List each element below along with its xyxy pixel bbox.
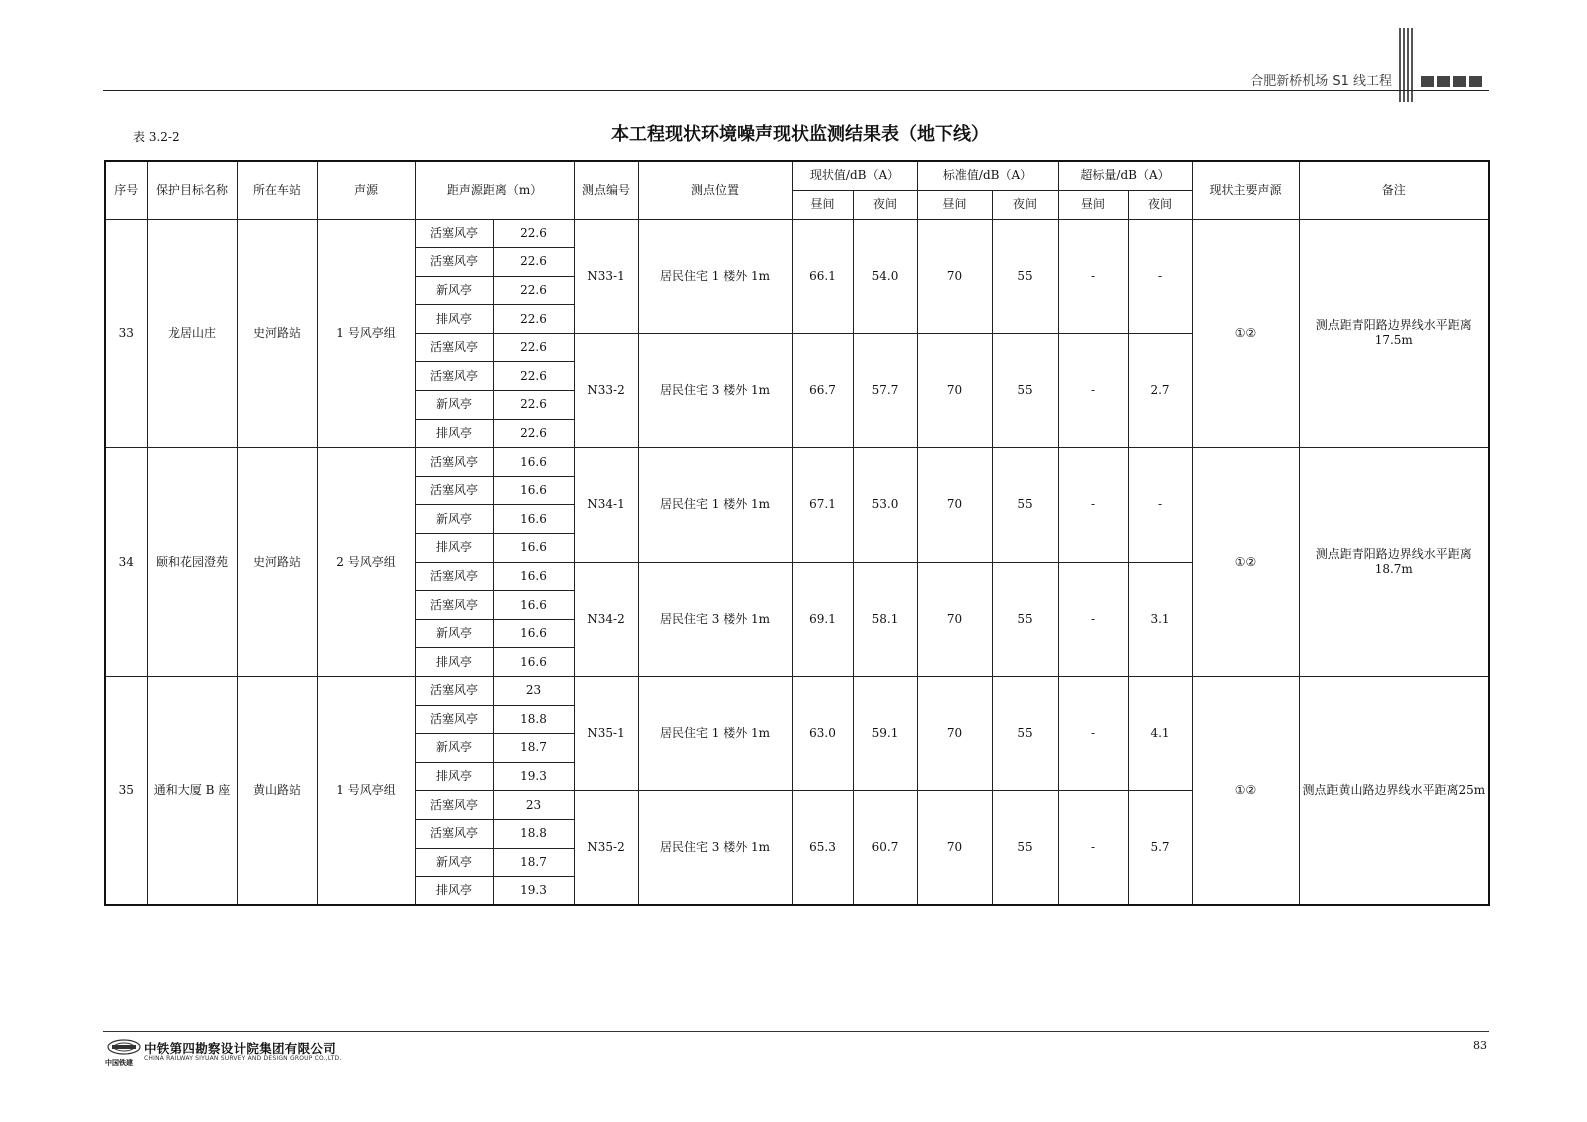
table-row	[105, 677, 1489, 706]
distance-cell: 22.6	[493, 333, 574, 362]
distance-cell: 16.6	[493, 591, 574, 620]
source-cell: 1 号风亭组	[317, 219, 415, 448]
source-name-cell: 活塞风亭	[415, 448, 493, 477]
exceed-night-cell: -	[1128, 448, 1192, 562]
point-id-cell: N33-1	[574, 219, 638, 333]
source-name-cell: 活塞风亭	[415, 819, 493, 848]
col-seq-header: 序号	[105, 161, 147, 219]
source-name-cell: 排风亭	[415, 534, 493, 563]
point-location-cell: 居民住宅 3 楼外 1m	[638, 333, 792, 447]
exceed-day-cell: -	[1058, 448, 1128, 562]
distance-cell: 16.6	[493, 505, 574, 534]
main-source-cell: ①②	[1192, 448, 1299, 677]
distance-cell: 16.6	[493, 448, 574, 477]
point-id-cell: N33-2	[574, 333, 638, 447]
standard-night-cell: 55	[992, 219, 1058, 333]
exceed-night-cell: 4.1	[1128, 677, 1192, 791]
distance-cell: 16.6	[493, 648, 574, 677]
table-number: 表 3.2-2	[133, 130, 180, 144]
company-name-cn: 中铁第四勘察设计院集团有限公司	[144, 1041, 337, 1056]
point-id-cell: N35-2	[574, 791, 638, 905]
source-name-cell: 活塞风亭	[415, 333, 493, 362]
standard-night-header: 夜间	[992, 190, 1058, 219]
distance-cell: 23	[493, 677, 574, 706]
exceed-night-header: 夜间	[1128, 190, 1192, 219]
seq-cell: 33	[105, 219, 147, 448]
current-day-cell: 66.7	[792, 333, 853, 447]
standard-night-cell: 55	[992, 677, 1058, 791]
current-day-cell: 69.1	[792, 562, 853, 676]
distance-cell: 18.7	[493, 734, 574, 763]
exceed-night-cell: 2.7	[1128, 333, 1192, 447]
point-id-cell: N34-2	[574, 562, 638, 676]
current-night-cell: 53.0	[853, 448, 917, 562]
source-name-cell: 活塞风亭	[415, 791, 493, 820]
distance-cell: 16.6	[493, 534, 574, 563]
source-name-cell: 活塞风亭	[415, 562, 493, 591]
exceed-day-cell: -	[1058, 677, 1128, 791]
col-standard-header: 标准值/dB（A）	[917, 161, 1058, 190]
main-source-cell: ①②	[1192, 219, 1299, 448]
source-name-cell: 排风亭	[415, 762, 493, 791]
main-source-cell: ①②	[1192, 677, 1299, 906]
point-location-cell: 居民住宅 3 楼外 1m	[638, 791, 792, 905]
point-location-cell: 居民住宅 3 楼外 1m	[638, 562, 792, 676]
distance-cell: 19.3	[493, 762, 574, 791]
distance-cell: 22.6	[493, 362, 574, 391]
col-source-header: 声源	[317, 161, 415, 219]
current-night-cell: 58.1	[853, 562, 917, 676]
station-cell: 史河路站	[237, 448, 317, 677]
source-name-cell: 新风亭	[415, 391, 493, 420]
standard-night-cell: 55	[992, 791, 1058, 905]
target-cell: 龙居山庄	[147, 219, 237, 448]
col-current-header: 现状值/dB（A）	[792, 161, 917, 190]
header-divider	[103, 90, 1489, 91]
source-name-cell: 新风亭	[415, 505, 493, 534]
source-name-cell: 活塞风亭	[415, 476, 493, 505]
current-night-cell: 57.7	[853, 333, 917, 447]
company-name-en: CHINA RAILWAY SIYUAN SURVEY AND DESIGN GROUP CO.,LTD.	[144, 1055, 342, 1062]
distance-cell: 22.6	[493, 305, 574, 334]
distance-cell: 22.6	[493, 276, 574, 305]
source-name-cell: 活塞风亭	[415, 248, 493, 277]
exceed-day-cell: -	[1058, 562, 1128, 676]
current-night-cell: 60.7	[853, 791, 917, 905]
point-id-cell: N35-1	[574, 677, 638, 791]
distance-cell: 22.6	[493, 391, 574, 420]
distance-cell: 23	[493, 791, 574, 820]
distance-cell: 16.6	[493, 562, 574, 591]
station-cell: 史河路站	[237, 219, 317, 448]
distance-cell: 22.6	[493, 419, 574, 448]
source-name-cell: 新风亭	[415, 276, 493, 305]
exceed-day-cell: -	[1058, 219, 1128, 333]
source-name-cell: 活塞风亭	[415, 219, 493, 248]
distance-cell: 22.6	[493, 248, 574, 277]
source-name-cell: 新风亭	[415, 848, 493, 877]
exceed-day-cell: -	[1058, 333, 1128, 447]
standard-day-header: 昼间	[917, 190, 992, 219]
standard-night-cell: 55	[992, 562, 1058, 676]
seq-cell: 35	[105, 677, 147, 906]
standard-day-cell: 70	[917, 219, 992, 333]
exceed-day-cell: -	[1058, 791, 1128, 905]
target-cell: 颐和花园澄苑	[147, 448, 237, 677]
source-name-cell: 排风亭	[415, 877, 493, 906]
source-name-cell: 新风亭	[415, 734, 493, 763]
remark-cell: 测点距青阳路边界线水平距离17.5m	[1299, 219, 1489, 448]
current-day-cell: 65.3	[792, 791, 853, 905]
distance-cell: 22.6	[493, 219, 574, 248]
standard-night-cell: 55	[992, 333, 1058, 447]
point-location-cell: 居民住宅 1 楼外 1m	[638, 448, 792, 562]
source-name-cell: 活塞风亭	[415, 705, 493, 734]
standard-day-cell: 70	[917, 562, 992, 676]
col-target-header: 保护目标名称	[147, 161, 237, 219]
seq-cell: 34	[105, 448, 147, 677]
table-title: 本工程现状环境噪声现状监测结果表（地下线）	[611, 124, 989, 145]
exceed-night-cell: -	[1128, 219, 1192, 333]
col-main-source-header: 现状主要声源	[1192, 161, 1299, 219]
point-location-cell: 居民住宅 1 楼外 1m	[638, 677, 792, 791]
standard-day-cell: 70	[917, 333, 992, 447]
current-day-cell: 67.1	[792, 448, 853, 562]
exceed-night-cell: 5.7	[1128, 791, 1192, 905]
current-day-cell: 66.1	[792, 219, 853, 333]
distance-cell: 18.8	[493, 705, 574, 734]
distance-cell: 18.8	[493, 819, 574, 848]
source-name-cell: 活塞风亭	[415, 677, 493, 706]
standard-day-cell: 70	[917, 677, 992, 791]
exceed-day-header: 昼间	[1058, 190, 1128, 219]
exceed-night-cell: 3.1	[1128, 562, 1192, 676]
source-name-cell: 新风亭	[415, 619, 493, 648]
remark-cell: 测点距青阳路边界线水平距离18.7m	[1299, 448, 1489, 677]
col-exceed-header: 超标量/dB（A）	[1058, 161, 1192, 190]
source-name-cell: 排风亭	[415, 419, 493, 448]
standard-night-cell: 55	[992, 448, 1058, 562]
source-name-cell: 活塞风亭	[415, 362, 493, 391]
distance-cell: 18.7	[493, 848, 574, 877]
table-row	[105, 219, 1489, 248]
source-cell: 2 号风亭组	[317, 448, 415, 677]
col-distance-header: 距声源距离（m）	[415, 161, 574, 219]
source-name-cell: 活塞风亭	[415, 591, 493, 620]
logo-text: 中国铁建	[105, 1059, 133, 1067]
current-night-cell: 54.0	[853, 219, 917, 333]
col-point-id-header: 测点编号	[574, 161, 638, 219]
standard-day-cell: 70	[917, 791, 992, 905]
col-point-location-header: 测点位置	[638, 161, 792, 219]
source-name-cell: 排风亭	[415, 648, 493, 677]
distance-cell: 19.3	[493, 877, 574, 906]
noise-monitoring-table	[104, 160, 1490, 906]
station-cell: 黄山路站	[237, 677, 317, 906]
header-squares-decoration	[1421, 72, 1485, 91]
current-day-cell: 63.0	[792, 677, 853, 791]
remark-cell: 测点距黄山路边界线水平距离25m	[1299, 677, 1489, 906]
target-cell: 通和大厦 B 座	[147, 677, 237, 906]
point-id-cell: N34-1	[574, 448, 638, 562]
point-location-cell: 居民住宅 1 楼外 1m	[638, 219, 792, 333]
current-night-cell: 59.1	[853, 677, 917, 791]
current-day-header: 昼间	[792, 190, 853, 219]
standard-day-cell: 70	[917, 448, 992, 562]
page-number: 83	[1473, 1039, 1487, 1052]
project-title: 合肥新桥机场 S1 线工程	[1250, 74, 1392, 89]
col-remark-header: 备注	[1299, 161, 1489, 219]
source-name-cell: 排风亭	[415, 305, 493, 334]
footer-divider	[103, 1031, 1489, 1032]
table-row	[105, 448, 1489, 477]
distance-cell: 16.6	[493, 476, 574, 505]
current-night-header: 夜间	[853, 190, 917, 219]
col-station-header: 所在车站	[237, 161, 317, 219]
distance-cell: 16.6	[493, 619, 574, 648]
source-cell: 1 号风亭组	[317, 677, 415, 906]
